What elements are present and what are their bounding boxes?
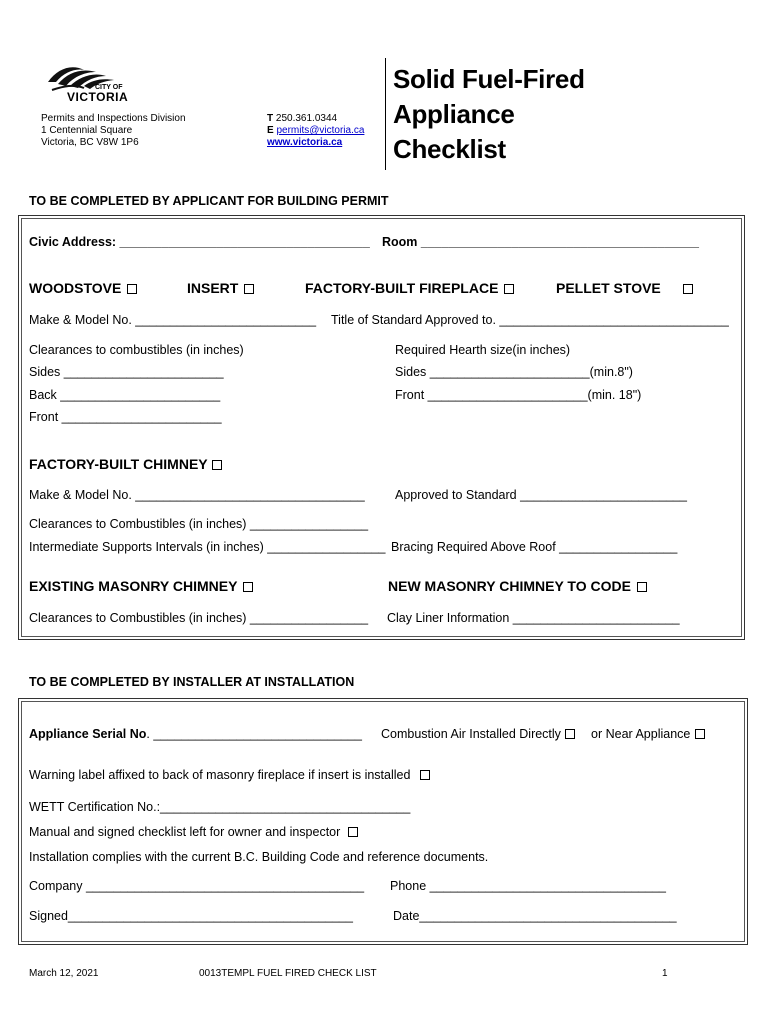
email-link[interactable]: permits@victoria.ca (276, 125, 365, 136)
insert-checkbox[interactable] (244, 284, 254, 294)
warning-label-text: Warning label affixed to back of masonry fireplace if insert is installed (29, 768, 411, 782)
title-standard-field[interactable]: Title of Standard Approved to. _________________________________ (331, 313, 729, 327)
new-masonry-label: NEW MASONRY CHIMNEY TO CODE (388, 578, 631, 594)
civic-address-field[interactable]: Civic Address: ____________________________________ (29, 235, 370, 249)
factory-fireplace-label: FACTORY-BUILT FIREPLACE (305, 280, 499, 296)
wett-field[interactable]: WETT Certification No.:____________________________________ (29, 800, 411, 814)
installer-heading: TO BE COMPLETED BY INSTALLER AT INSTALLATION (29, 675, 355, 689)
new-masonry-checkbox[interactable] (637, 582, 647, 592)
bracing-field[interactable]: Bracing Required Above Roof _________________ (391, 540, 678, 554)
title-line-1: Solid Fuel-Fired (393, 64, 585, 94)
sides-field[interactable]: Sides _______________________ (29, 365, 224, 379)
date-field[interactable]: Date_____________________________________ (393, 909, 677, 923)
existing-masonry-label: EXISTING MASONRY CHIMNEY (29, 578, 238, 594)
email-label: E (267, 125, 274, 136)
logo-victoria: VICTORIA (67, 90, 129, 104)
website-link[interactable]: www.victoria.ca (267, 137, 343, 148)
pellet-stove-checkbox[interactable] (683, 284, 693, 294)
factory-fireplace-checkbox[interactable] (504, 284, 514, 294)
room-field[interactable]: Room ________________________________________ (382, 235, 699, 249)
installer-phone-field[interactable]: Phone __________________________________ (390, 879, 666, 893)
fb-chimney-checkbox[interactable] (212, 460, 222, 470)
manual-label: Manual and signed checklist left for owner and inspector (29, 825, 341, 839)
chimney-clearances-field[interactable]: Clearances to Combustibles (in inches) _________________ (29, 517, 369, 531)
warning-label-option[interactable] (29, 768, 430, 782)
hearth-front-field[interactable]: Front _______________________(min. 18") (395, 388, 642, 402)
applicant-heading: TO BE COMPLETED BY APPLICANT FOR BUILDING PERMIT (29, 194, 389, 208)
hearth-heading: Required Hearth size(in inches) (395, 343, 571, 357)
masonry-clearances-field[interactable]: Clearances to Combustibles (in inches) _________________ (29, 611, 369, 625)
front-field[interactable]: Front _______________________ (29, 410, 222, 424)
manual-checkbox[interactable] (348, 827, 358, 837)
hearth-sides-field[interactable]: Sides _______________________(min.8") (395, 365, 633, 379)
email-line (267, 125, 364, 136)
fb-chimney-label: FACTORY-BUILT CHIMNEY (29, 456, 208, 472)
combustion-air-label: Combustion Air Installed Directly (381, 727, 561, 741)
warning-label-checkbox[interactable] (420, 770, 430, 780)
address-line-1: 1 Centennial Square (41, 125, 133, 136)
phone-label: T (267, 113, 274, 124)
fb-chimney-option[interactable] (29, 456, 222, 472)
phone-line (267, 113, 337, 124)
phone-number: 250.361.0344 (275, 113, 338, 124)
manual-option[interactable] (29, 825, 358, 839)
woodstove-option[interactable] (29, 280, 137, 296)
footer-doc-id: 0013TEMPL FUEL FIRED CHECK LIST (199, 968, 377, 979)
pellet-stove-option[interactable] (556, 280, 693, 296)
footer-date: March 12, 2021 (29, 968, 99, 979)
page-title (393, 62, 585, 167)
logo-city-of: CITY OF (95, 84, 123, 91)
existing-masonry-checkbox[interactable] (243, 582, 253, 592)
intermediate-supports-field[interactable]: Intermediate Supports Intervals (in inches) _________________ (29, 540, 386, 554)
approved-standard-field[interactable]: Approved to Standard ________________________ (395, 488, 687, 502)
combustion-air-checkbox[interactable] (565, 729, 575, 739)
clay-liner-field[interactable]: Clay Liner Information ________________________ (387, 611, 680, 625)
title-line-3: Checklist (393, 134, 506, 164)
complies-statement: Installation complies with the current B.C. Building Code and reference documents. (29, 850, 489, 864)
clearances-heading: Clearances to combustibles (in inches) (29, 343, 244, 357)
chimney-make-model-field[interactable]: Make & Model No. _________________________________ (29, 488, 365, 502)
serial-label: Appliance Serial No (29, 727, 147, 741)
serial-blank: . ______________________________ (146, 727, 362, 741)
near-appliance-option[interactable] (591, 727, 705, 741)
back-field[interactable]: Back _______________________ (29, 388, 221, 402)
near-appliance-checkbox[interactable] (695, 729, 705, 739)
combustion-air-option[interactable] (381, 727, 575, 741)
company-field[interactable]: Company ________________________________________ (29, 879, 365, 893)
division-name: Permits and Inspections Division (41, 113, 186, 124)
signed-field[interactable]: Signed_________________________________________ (29, 909, 353, 923)
make-model-field[interactable]: Make & Model No. __________________________ (29, 313, 317, 327)
pellet-stove-label: PELLET STOVE (556, 280, 661, 296)
new-masonry-option[interactable] (388, 578, 647, 594)
near-appliance-label: or Near Appliance (591, 727, 691, 741)
insert-option[interactable] (187, 280, 254, 296)
header-divider (385, 58, 386, 170)
woodstove-label: WOODSTOVE (29, 280, 122, 296)
factory-fireplace-option[interactable] (305, 280, 514, 296)
insert-label: INSERT (187, 280, 239, 296)
woodstove-checkbox[interactable] (127, 284, 137, 294)
existing-masonry-option[interactable] (29, 578, 253, 594)
address-line-2: Victoria, BC V8W 1P6 (41, 137, 139, 148)
serial-field[interactable] (29, 727, 362, 741)
footer-page-number: 1 (662, 968, 668, 979)
title-line-2: Appliance (393, 99, 515, 129)
